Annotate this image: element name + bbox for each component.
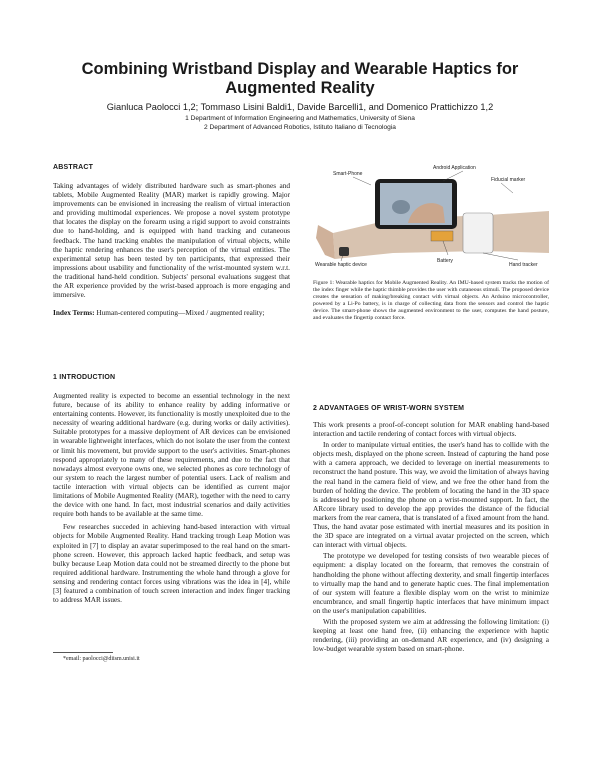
footnote-rule <box>53 652 113 653</box>
label-tracker: Hand tracker <box>509 262 538 268</box>
index-terms-label: Index Terms: <box>53 308 95 318</box>
figure-caption: Figure 1: Wearable haptics for Mobile Augmented Reality. An IMU-based system tracks the motion of the index finger while the haptic thimble provides the user with cutaneous stimuli. The proposed device creates the sensation of making/breaking contact with virtual objects. An Arduino microcontroller, powered by a Li-Po battery, is in charge of collecting data from the sensors and control the haptic device. The smart-phone shows the augmented environment to the user, computes the hand posture, and evaluates the fingertip contact force. <box>313 280 549 322</box>
abstract-text: Taking advantages of widely distributed hardware such as smart-phones and tablets, Mobile Augmented Reality (MAR) market is rapidly growing. Major improvements can be envisioned in increasing the realism of virtual interaction and providing multimodal experiences. We propose a novel system prototype that locates the display on the forearm using a rigid support to avoid constraints due to hand-holding, and is equipped with hand tracking and cutaneous feedback. The hand tracking enables the manipulation of virtual objects, while the haptic rendering enhances the user's perception of the virtual entities. The experimental setup has been tested by ten participants, that expressed their impressions about usability and functionality of the wrist-mounted system w.r.t. the traditional hand-held condition. Subjects' personal evaluations suggest that the AR experience provided by the wrist-based approach is more engaging and immersive. <box>53 181 290 300</box>
label-application: Android Application <box>433 165 476 171</box>
section-2-paragraph-2: In order to manipulate virtual entities, the user's hand has to collide with the objects mesh, displayed on the phone screen. Instead of capturing the hand pose with a camera approach, we decided to leverage on inertial measurements to reconstruct the hand posture. This way, we avoid the limitation of always having the real hand in the camera field of view, and we free the other hand from the burden of holding the device. The problem of locating the hand in the 3D space is addressed by positioning the phone on a wrist-mounted support. In fact, the ARcore library used to develop the app provides the distance of the fiducial markers from the rear camera, that is translated of a fixed amount from the hand. Thus, the hand avatar pose estimated with inertial measures and its position in the 3D space are integrated on a virtual avatar projected on the screen, which can interact with virtual objects. <box>313 440 549 550</box>
virtual-object <box>392 200 410 214</box>
authors: Gianluca Paolocci 1,2; Tommaso Lisini Baldi1, Davide Barcelli1, and Domenico Prattichizzo 1,2 <box>106 102 494 112</box>
wristband-support <box>463 213 493 253</box>
label-smartphone: Smart-Phone <box>333 171 363 177</box>
affiliation-2: 2 Department of Advanced Robotics, Istituto Italiano di Tecnologia <box>204 124 396 131</box>
section-2-heading: 2 ADVANTAGES OF WRIST-WORN SYSTEM <box>313 405 465 412</box>
index-terms <box>53 308 290 317</box>
haptic-thimble <box>339 247 349 256</box>
label-battery: Battery <box>437 258 453 264</box>
section-2-paragraph-4: With the proposed system we aim at addressing the following limitation: (i) keeping at least one hand free, (ii) enhancing the experience with haptic rendering, (iii) providing an on-demand AR experience, and (iv) designing a low-budget wearable system based on smart-phone. <box>313 616 549 654</box>
label-marker: Fiducial marker <box>491 177 526 183</box>
intro-paragraph-1: Augmented reality is expected to become an essential technology in the next future, because of its ability to enhance reality by adding informative or entertaining contents. However, its functionality is mostly unexploited due to the necessity of wearing additional hardware (e.g. during works or daily activities). Suitable prototypes for a massive deployment of AR devices can be envisioned in wearable lightweight interfaces, which do not isolate the user from the context or limit his movement, but provide support to the user's activities. Smart-phones respond appropriately to many of these requirements, and due to the fact that nowadays almost everyone owns one, we selected phones as core technology of our system to reach the largest number of potential users. Lack of realism and tactile interaction with virtual objects can be identified as current major limitations of Mobile Augmented Reality (MAR), together with the need to carry the device with one hand. In fact, most industrial scenarios and daily activities require both hands to be available at the same time. <box>53 391 290 519</box>
index-terms-text: Human-centered computing—Mixed / augmented reality; <box>96 308 265 318</box>
intro-heading: 1 INTRODUCTION <box>53 374 116 381</box>
abstract-heading: ABSTRACT <box>53 164 94 171</box>
section-2-paragraph-3: The prototype we developed for testing consists of two wearable pieces of equipment: a display located on the forearm, that removes the constrain of handholding the phone without affecting dexterity, and small fingertip interfaces to virtually map the hand and to generate haptic cues. The final implementation of our system will feature a flexible display worn on the wrist to minimize encumbrance, and small fingertip haptic interfaces that have minimum impact on the user's manipulation capabilities. <box>313 551 549 615</box>
label-haptic-device: Wearable haptic device <box>315 262 367 268</box>
figure-illustration <box>313 163 549 268</box>
affiliation-1: 1 Department of Information Engineering and Mathematics, University of Siena <box>185 115 415 122</box>
battery-shape <box>431 231 453 241</box>
intro-paragraph-2: Few researches succeded in achieving hand-based interaction with virtual objects for Mobile Augmented Reality. Hand tracking trough Leap Motion was exploited in [7] to display an avatar superimposed to the real hand on the smart-phone screen. However, this approach lacked haptic feedback, and setup was bulky because Leap Motion data could not be streamed directly to the phone but required additional hardware. Instrumenting the whole hand through a glove for sensing and rendering contact forces using vibrations was the idea in [4], while [3] featured a combination of touch screen interaction and index finger tracking to address MAR issues. <box>53 522 290 605</box>
footnote: *email: paolocci@diism.unisi.it <box>63 656 140 662</box>
figure-1 <box>313 163 549 268</box>
section-2-paragraph-1: This work presents a proof-of-concept solution for MAR enabling hand-based interaction and tactile rendering of contact forces with virtual objects. <box>313 420 549 439</box>
paper-title: Combining Wristband Display and Wearable Haptics for Augmented Reality <box>81 60 519 97</box>
